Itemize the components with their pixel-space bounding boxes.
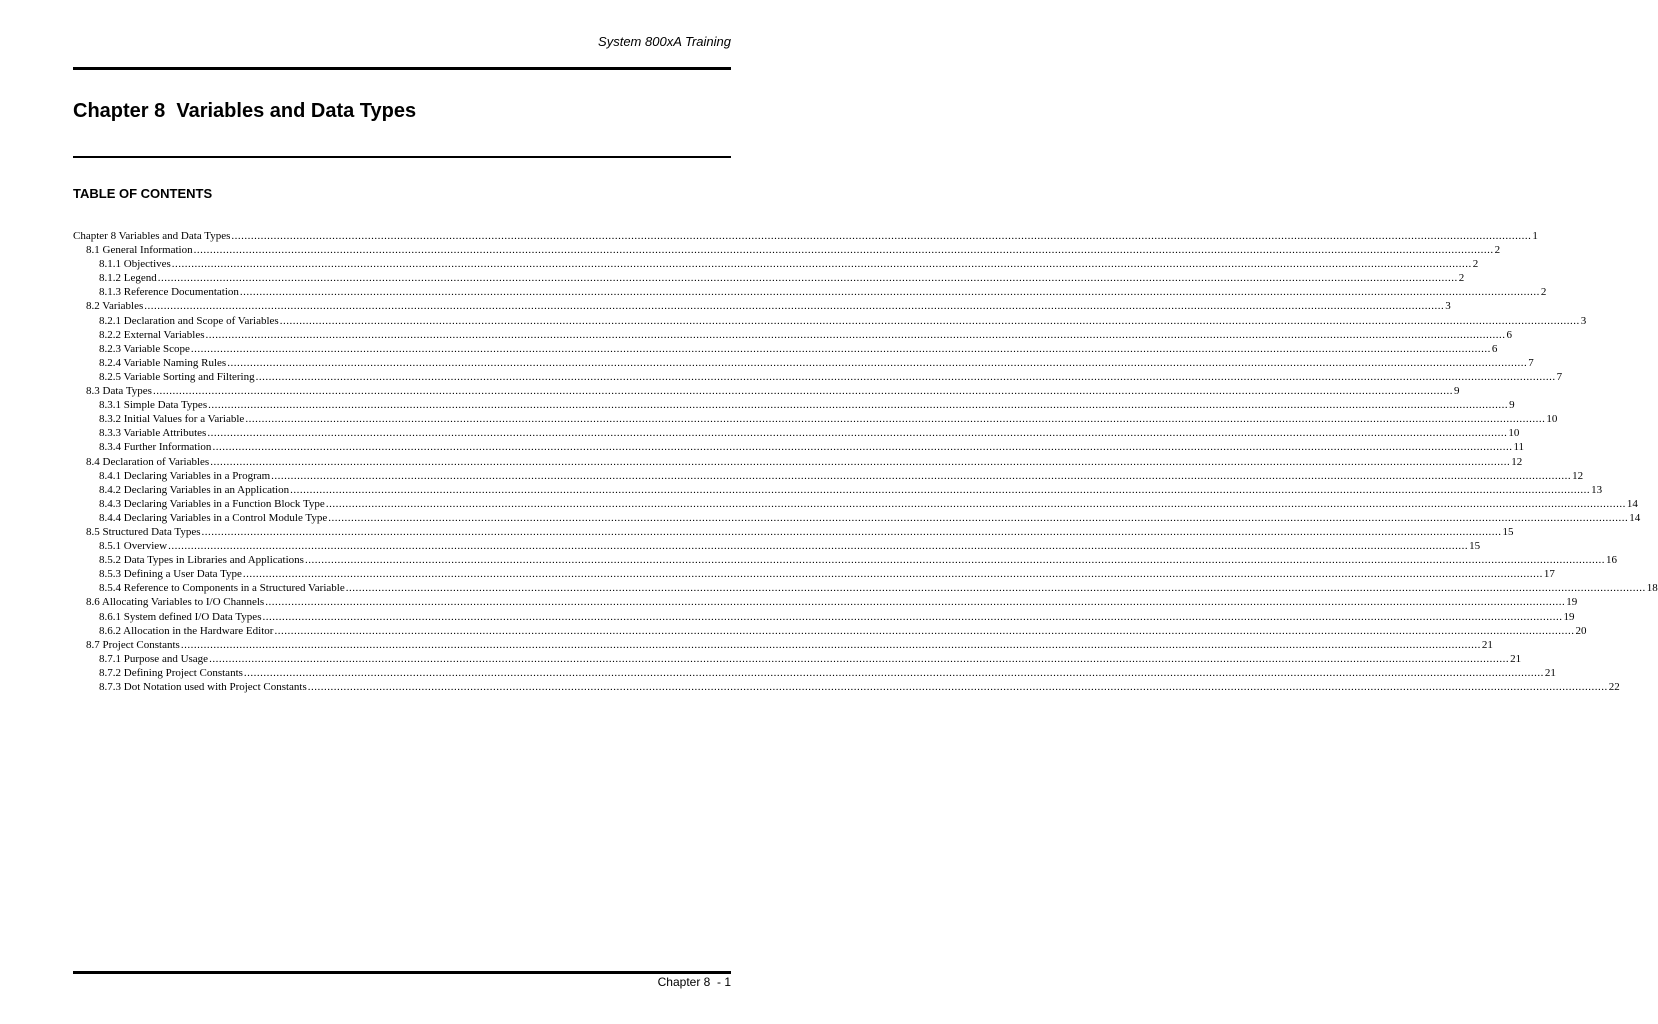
running-header: System 800xA Training [598,34,731,49]
table-of-contents [73,229,1658,694]
toc-dot-leader: ................................................................................................................................................................................................................................................................................................................................................................................................................ [328,511,1629,524]
toc-entry-page: 12 [1511,455,1523,468]
toc-entry-title: 8.2.4 Variable Naming Rules [99,356,227,369]
toc-entry[interactable] [73,469,1584,483]
page-footer: Chapter 8 - 1 [657,975,731,989]
toc-entry-page: 10 [1508,427,1520,440]
toc-entry[interactable] [73,356,1534,370]
toc-entry-page: 7 [1556,370,1563,383]
toc-entry-page: 12 [1572,469,1584,482]
toc-entry-page: 16 [1605,554,1617,567]
toc-entry-title: Chapter 8 Variables and Data Types [73,230,231,242]
toc-entry-page: 20 [1575,624,1587,637]
toc-dot-leader: ................................................................................................................................................................................................................................................................................................................................................................................................................ [157,272,1458,285]
toc-dot-leader: ................................................................................................................................................................................................................................................................................................................................................................................................................ [152,385,1453,398]
toc-dot-leader: ................................................................................................................................................................................................................................................................................................................................................................................................................ [274,624,1575,637]
toc-entry-page: 9 [1509,399,1515,412]
toc-entry-title: 8.2.2 External Variables [99,328,205,341]
toc-entry-page: 2 [1494,244,1501,257]
toc-entry-title: 8.3.3 Variable Attributes [99,427,207,440]
toc-entry-title: 8.4.1 Declaring Variables in a Program [99,469,271,482]
toc-entry-title: 8.5 Structured Data Types [86,525,201,538]
toc-entry-title: 8.3 Data Types [86,385,152,398]
toc-dot-leader: ................................................................................................................................................................................................................................................................................................................................................................................................................ [205,328,1506,341]
toc-dot-leader: ................................................................................................................................................................................................................................................................................................................................................................................................................ [210,455,1511,468]
toc-entry-title: 8.5.3 Defining a User Data Type [99,568,242,581]
toc-entry[interactable] [73,610,1575,624]
toc-dot-leader: ................................................................................................................................................................................................................................................................................................................................................................................................................ [265,596,1566,609]
toc-entry[interactable] [73,398,1515,412]
toc-dot-leader: ................................................................................................................................................................................................................................................................................................................................................................................................................ [304,554,1605,567]
toc-entry-page: 7 [1528,356,1534,369]
toc-entry-page: 13 [1591,483,1603,496]
toc-dot-leader: ................................................................................................................................................................................................................................................................................................................................................................................................................ [262,610,1563,623]
toc-entry[interactable] [73,257,1479,271]
toc-entry-title: 8.5.4 Reference to Components in a Structured Variable [99,582,345,595]
toc-entry-title: 8.7 Project Constants [86,638,180,651]
toc-entry[interactable] [73,370,1563,384]
toc-entry[interactable] [73,243,1501,257]
toc-entry[interactable] [73,567,1555,581]
toc-entry-title: 8.6.1 System defined I/O Data Types [99,610,262,623]
toc-entry[interactable] [73,553,1617,567]
toc-entry-title: 8.1.2 Legend [99,272,157,285]
toc-heading: TABLE OF CONTENTS [73,186,213,201]
toc-entry[interactable] [73,680,1620,694]
toc-entry[interactable] [73,638,1493,652]
toc-entry-page: 14 [1626,497,1638,510]
toc-dot-leader: ................................................................................................................................................................................................................................................................................................................................................................................................................ [227,356,1528,369]
toc-entry[interactable] [73,314,1587,328]
toc-entry-title: 8.5.2 Data Types in Libraries and Applications [99,554,304,567]
toc-entry[interactable] [73,595,1578,609]
toc-entry-title: 8.5.1 Overview [99,540,168,553]
toc-entry-title: 8.2.3 Variable Scope [99,342,190,355]
footer-rule [73,971,731,974]
toc-dot-leader: ................................................................................................................................................................................................................................................................................................................................................................................................................ [212,441,1513,454]
toc-entry-page: 18 [1646,582,1658,595]
toc-entry-title: 8.4.3 Declaring Variables in a Function Block Type [99,497,325,510]
toc-entry-title: 8.6 Allocating Variables to I/O Channels [86,596,265,609]
toc-entry-title: 8.3.1 Simple Data Types [99,399,208,412]
toc-dot-leader: ................................................................................................................................................................................................................................................................................................................................................................................................................ [231,230,1532,242]
toc-entry-page: 22 [1608,681,1620,693]
toc-entry-title: 8.7.3 Dot Notation used with Project Constants [99,681,307,693]
toc-entry[interactable] [73,624,1587,638]
toc-entry-page: 19 [1566,596,1578,609]
title-rule [73,156,731,158]
toc-entry-title: 8.1 General Information [86,244,193,257]
toc-entry-title: 8.4.4 Declaring Variables in a Control Module Type [99,511,328,524]
toc-entry[interactable] [73,412,1558,426]
toc-dot-leader: ................................................................................................................................................................................................................................................................................................................................................................................................................ [207,427,1508,440]
toc-entry[interactable] [73,440,1525,454]
toc-dot-leader: ................................................................................................................................................................................................................................................................................................................................................................................................................ [209,652,1510,665]
toc-entry[interactable] [73,342,1498,356]
toc-entry[interactable] [73,426,1520,440]
toc-entry[interactable] [73,384,1460,398]
toc-entry[interactable] [73,285,1547,299]
toc-entry-page: 6 [1491,342,1498,355]
toc-entry-page: 17 [1543,568,1555,581]
toc-entry-page: 11 [1513,441,1525,454]
toc-dot-leader: ................................................................................................................................................................................................................................................................................................................................................................................................................ [279,314,1580,327]
toc-dot-leader: ................................................................................................................................................................................................................................................................................................................................................................................................................ [168,540,1469,553]
toc-entry-title: 8.2.1 Declaration and Scope of Variables [99,314,279,327]
toc-entry-page: 3 [1580,314,1587,327]
toc-entry-page: 15 [1469,540,1481,553]
toc-dot-leader: ................................................................................................................................................................................................................................................................................................................................................................................................................ [325,497,1626,510]
toc-entry-page: 9 [1453,385,1460,398]
chapter-title: Chapter 8 Variables and Data Types [73,100,417,122]
toc-entry-page: 1 [1532,230,1538,242]
toc-dot-leader: ................................................................................................................................................................................................................................................................................................................................................................................................................ [243,666,1544,679]
toc-entry-page: 6 [1506,328,1512,341]
toc-dot-leader: ................................................................................................................................................................................................................................................................................................................................................................................................................ [290,483,1591,496]
toc-entry[interactable] [73,652,1522,666]
toc-entry-page: 21 [1544,666,1556,679]
toc-entry-page: 10 [1546,413,1558,426]
toc-entry-title: 8.7.1 Purpose and Usage [99,652,209,665]
toc-entry[interactable] [73,229,1538,243]
header-rule [73,67,731,70]
toc-dot-leader: ................................................................................................................................................................................................................................................................................................................................................................................................................ [345,582,1646,595]
toc-entry[interactable] [73,666,1556,680]
toc-entry-title: 8.1.1 Objectives [99,258,171,271]
toc-entry-page: 15 [1502,525,1514,538]
toc-dot-leader: ................................................................................................................................................................................................................................................................................................................................................................................................................ [201,525,1502,538]
toc-entry[interactable] [73,497,1638,511]
toc-entry-page: 14 [1629,511,1641,524]
toc-entry[interactable] [73,483,1603,497]
toc-entry-page: 2 [1472,258,1479,271]
toc-entry-title: 8.1.3 Reference Documentation [99,286,239,299]
toc-entry-page: 21 [1510,652,1522,665]
toc-dot-leader: ................................................................................................................................................................................................................................................................................................................................................................................................................ [239,286,1540,299]
toc-entry-title: 8.2 Variables [86,300,144,313]
toc-dot-leader: ................................................................................................................................................................................................................................................................................................................................................................................................................ [307,681,1608,693]
toc-entry[interactable] [73,511,1641,525]
toc-entry-page: 19 [1563,610,1575,623]
toc-entry-page: 2 [1540,286,1547,299]
toc-dot-leader: ................................................................................................................................................................................................................................................................................................................................................................................................................ [144,300,1445,313]
toc-dot-leader: ................................................................................................................................................................................................................................................................................................................................................................................................................ [190,342,1491,355]
toc-entry[interactable] [73,271,1465,285]
toc-entry-title: 8.4 Declaration of Variables [86,455,210,468]
toc-dot-leader: ................................................................................................................................................................................................................................................................................................................................................................................................................ [171,258,1472,271]
toc-entry-title: 8.3.4 Further Information [99,441,212,454]
toc-entry-title: 8.3.2 Initial Values for a Variable [99,413,245,426]
toc-entry-title: 8.2.5 Variable Sorting and Filtering [99,370,255,383]
toc-dot-leader: ................................................................................................................................................................................................................................................................................................................................................................................................................ [255,370,1556,383]
toc-entry[interactable] [73,328,1512,342]
toc-entry[interactable] [73,539,1481,553]
toc-entry-title: 8.4.2 Declaring Variables in an Application [99,483,290,496]
toc-entry[interactable] [73,455,1523,469]
toc-entry[interactable] [73,299,1451,313]
toc-entry[interactable] [73,581,1658,595]
toc-entry-title: 8.7.2 Defining Project Constants [99,666,243,679]
toc-dot-leader: ................................................................................................................................................................................................................................................................................................................................................................................................................ [242,568,1543,581]
toc-dot-leader: ................................................................................................................................................................................................................................................................................................................................................................................................................ [193,244,1494,257]
toc-entry-page: 3 [1445,300,1451,313]
toc-dot-leader: ................................................................................................................................................................................................................................................................................................................................................................................................................ [245,413,1546,426]
toc-entry-title: 8.6.2 Allocation in the Hardware Editor [99,624,274,637]
toc-entry-page: 21 [1481,638,1493,651]
toc-entry-page: 2 [1458,272,1465,285]
toc-dot-leader: ................................................................................................................................................................................................................................................................................................................................................................................................................ [271,469,1572,482]
toc-entry[interactable] [73,525,1514,539]
toc-dot-leader: ................................................................................................................................................................................................................................................................................................................................................................................................................ [208,399,1509,412]
toc-dot-leader: ................................................................................................................................................................................................................................................................................................................................................................................................................ [180,638,1481,651]
